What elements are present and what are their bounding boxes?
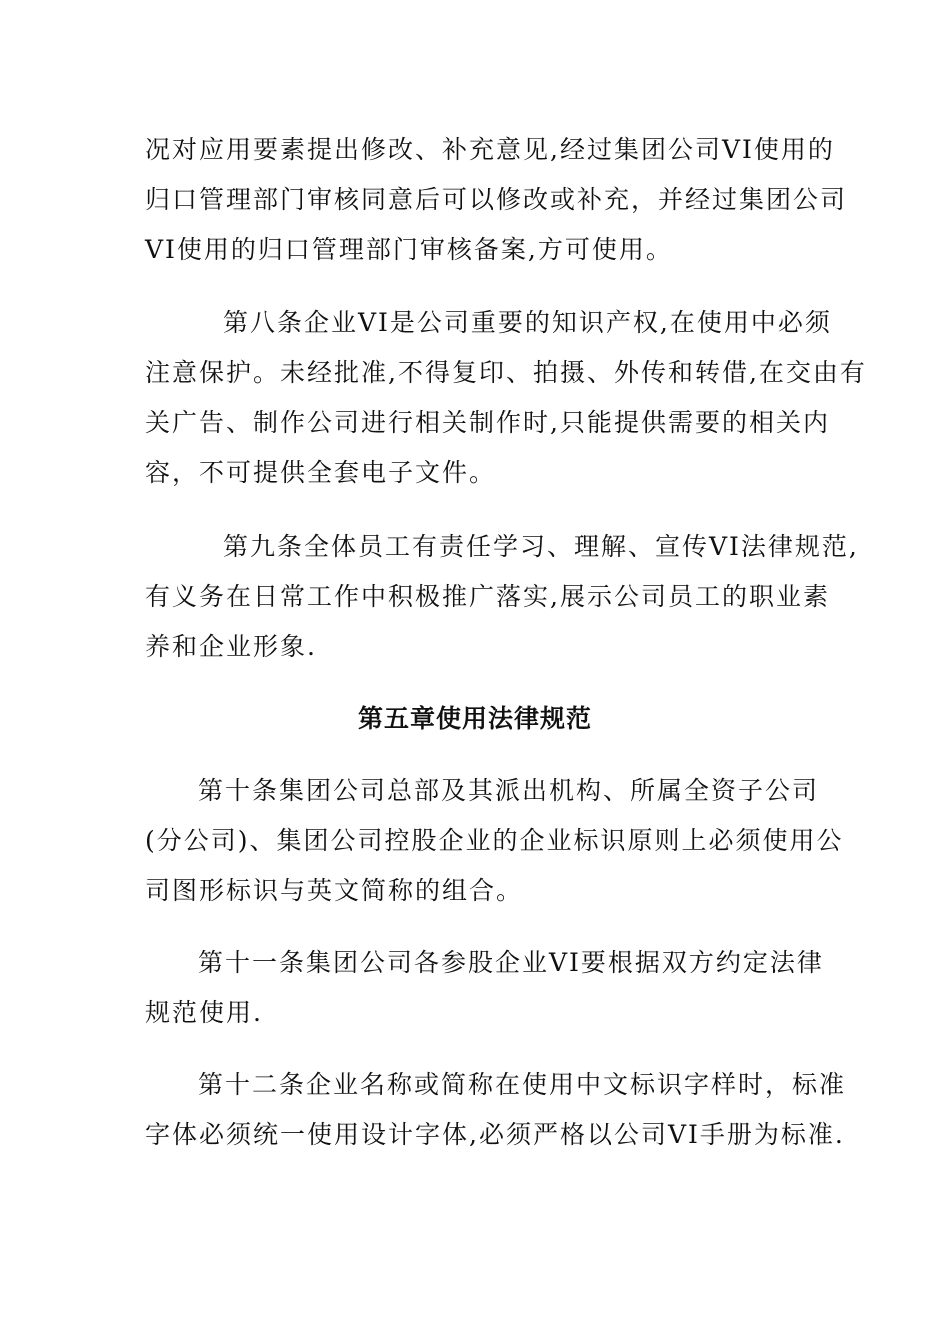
text-line: 容，不可提供全套电子文件。	[145, 458, 497, 487]
text-line: 况对应用要素提出修改、补充意见,经过集团公司VI使用的	[145, 135, 835, 164]
chapter-heading: 第五章使用法律规范	[357, 704, 592, 733]
article-11-line: 第十一条集团公司各参股企业VI要根据双方约定法律	[198, 948, 824, 977]
text-line: 有义务在日常工作中积极推广落实,展示公司员工的职业素	[145, 582, 830, 611]
text-line: 司图形标识与英文简称的组合。	[145, 876, 524, 905]
text-line: 注意保护。未经批准,不得复印、拍摄、外传和转借,在交由有	[145, 358, 867, 387]
text-line: 字体必须统一使用设计字体,必须严格以公司VI手册为标准.	[145, 1120, 845, 1149]
article-8-line: 第八条企业VI是公司重要的知识产权,在使用中必须	[223, 308, 832, 337]
article-12-line: 第十二条企业名称或简称在使用中文标识字样时，标准	[198, 1070, 847, 1099]
article-9-line: 第九条全体员工有责任学习、理解、宣传VI法律规范,	[223, 532, 859, 561]
text-line: 关广告、制作公司进行相关制作时,只能提供需要的相关内	[145, 408, 830, 437]
text-line: 养和企业形象.	[145, 632, 317, 661]
article-10-line: 第十条集团公司总部及其派出机构、所属全资子公司	[198, 776, 820, 805]
text-line: 规范使用.	[145, 998, 263, 1027]
text-line: VI使用的归口管理部门审核备案,方可使用。	[145, 235, 673, 264]
text-line: 归口管理部门审核同意后可以修改或补充，并经过集团公司	[145, 185, 848, 214]
text-line: (分公司)、集团公司控股企业的企业标识原则上必须使用公	[145, 826, 844, 855]
